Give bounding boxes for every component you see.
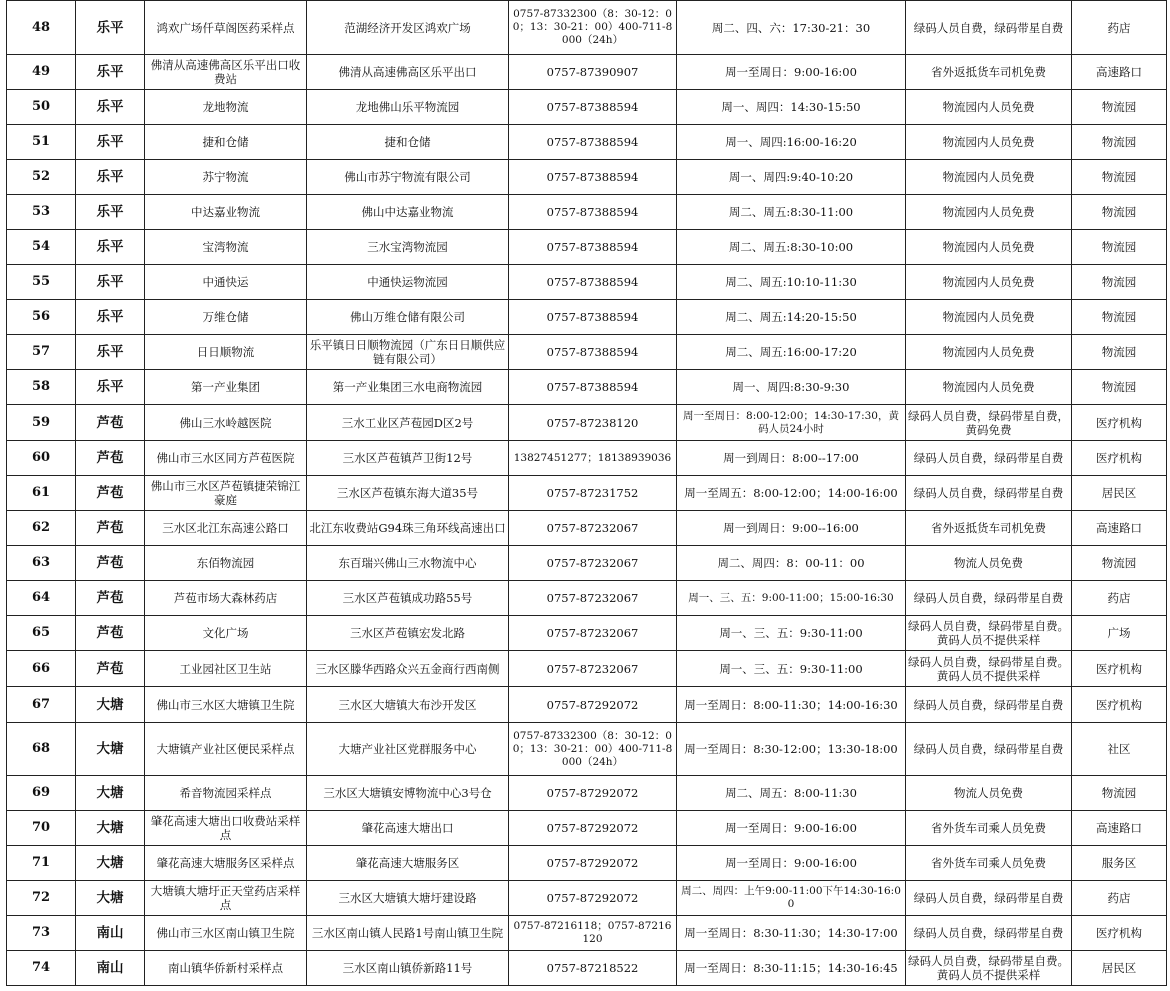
service-hours: 周一、周四:16:00-16:20 <box>677 125 906 160</box>
fee-policy: 绿码人员自费，绿码带星自费 <box>906 916 1072 951</box>
contact-phone: 0757-87232067 <box>509 616 677 651</box>
row-number: 60 <box>7 441 76 476</box>
row-number: 56 <box>7 300 76 335</box>
table-row <box>7 265 1167 300</box>
site-type: 医疗机构 <box>1072 405 1167 441</box>
table-row <box>7 90 1167 125</box>
contact-phone: 0757-87332300（8：30-12：00；13：30-21：00）400-711-8000（24h） <box>509 723 677 776</box>
fee-policy: 绿码人员自费，绿码带星自费 <box>906 476 1072 511</box>
site-address: 范湖经济开发区鸿欢广场 <box>307 1 509 55</box>
row-number: 71 <box>7 846 76 881</box>
row-number: 63 <box>7 546 76 581</box>
town-name: 芦苞 <box>76 441 145 476</box>
row-number: 67 <box>7 687 76 723</box>
fee-policy: 省外货车司乘人员免费 <box>906 811 1072 846</box>
service-hours: 周二、周五:8:30-11:00 <box>677 195 906 230</box>
contact-phone: 0757-87390907 <box>509 55 677 90</box>
testing-sites-table-container <box>6 0 1167 986</box>
town-name: 南山 <box>76 951 145 986</box>
site-type: 物流园 <box>1072 300 1167 335</box>
table-row <box>7 723 1167 776</box>
row-number: 51 <box>7 125 76 160</box>
row-number: 73 <box>7 916 76 951</box>
site-name: 捷和仓储 <box>145 125 307 160</box>
service-hours: 周一、三、五：9:30-11:00 <box>677 616 906 651</box>
row-number: 48 <box>7 1 76 55</box>
table-row <box>7 476 1167 511</box>
fee-policy: 绿码人员自费，绿码带星自费 <box>906 1 1072 55</box>
site-name: 肇花高速大塘出口收费站采样点 <box>145 811 307 846</box>
site-address: 东百瑞兴佛山三水物流中心 <box>307 546 509 581</box>
service-hours: 周二、周五:14:20-15:50 <box>677 300 906 335</box>
contact-phone: 0757-87388594 <box>509 230 677 265</box>
site-name: 芦苞市场大森林药店 <box>145 581 307 616</box>
table-row <box>7 300 1167 335</box>
site-name: 第一产业集团 <box>145 370 307 405</box>
site-type: 物流园 <box>1072 776 1167 811</box>
fee-policy: 物流园内人员免费 <box>906 300 1072 335</box>
row-number: 59 <box>7 405 76 441</box>
service-hours: 周一到周日：8:00--17:00 <box>677 441 906 476</box>
row-number: 64 <box>7 581 76 616</box>
fee-policy: 省外返抵货车司机免费 <box>906 511 1072 546</box>
service-hours: 周一至周日：9:00-16:00 <box>677 55 906 90</box>
town-name: 大塘 <box>76 723 145 776</box>
site-name: 三水区北江东高速公路口 <box>145 511 307 546</box>
table-row <box>7 616 1167 651</box>
contact-phone: 0757-87238120 <box>509 405 677 441</box>
site-name: 南山镇华侨新村采样点 <box>145 951 307 986</box>
fee-policy: 绿码人员自费，绿码带星自费，黄码免费 <box>906 405 1072 441</box>
service-hours: 周二、周五：8:00-11:30 <box>677 776 906 811</box>
table-row <box>7 370 1167 405</box>
site-name: 东佰物流园 <box>145 546 307 581</box>
fee-policy: 物流人员免费 <box>906 546 1072 581</box>
site-address: 三水区大塘镇大塘圩建设路 <box>307 881 509 916</box>
fee-policy: 绿码人员自费，绿码带星自费 <box>906 687 1072 723</box>
testing-sites-table <box>6 0 1167 986</box>
fee-policy: 绿码人员自费，绿码带星自费。黄码人员不提供采样 <box>906 616 1072 651</box>
contact-phone: 0757-87232067 <box>509 651 677 687</box>
site-name: 中达嘉业物流 <box>145 195 307 230</box>
site-name: 中通快运 <box>145 265 307 300</box>
row-number: 55 <box>7 265 76 300</box>
town-name: 乐平 <box>76 370 145 405</box>
site-address: 三水区芦苞镇东海大道35号 <box>307 476 509 511</box>
site-name: 佛山市三水区芦苞镇捷荣锦江豪庭 <box>145 476 307 511</box>
town-name: 乐平 <box>76 230 145 265</box>
row-number: 70 <box>7 811 76 846</box>
town-name: 乐平 <box>76 335 145 370</box>
fee-policy: 物流人员免费 <box>906 776 1072 811</box>
site-type: 物流园 <box>1072 546 1167 581</box>
contact-phone: 13827451277；18138939036 <box>509 441 677 476</box>
town-name: 乐平 <box>76 125 145 160</box>
town-name: 乐平 <box>76 195 145 230</box>
fee-policy: 绿码人员自费，绿码带星自费。黄码人员不提供采样 <box>906 951 1072 986</box>
table-row <box>7 916 1167 951</box>
fee-policy: 物流园内人员免费 <box>906 160 1072 195</box>
row-number: 53 <box>7 195 76 230</box>
town-name: 大塘 <box>76 881 145 916</box>
table-row <box>7 651 1167 687</box>
contact-phone: 0757-87292072 <box>509 846 677 881</box>
town-name: 芦苞 <box>76 476 145 511</box>
service-hours: 周二、四、六：17:30-21：30 <box>677 1 906 55</box>
table-row <box>7 335 1167 370</box>
table-row <box>7 195 1167 230</box>
contact-phone: 0757-87216118；0757-87216120 <box>509 916 677 951</box>
fee-policy: 物流园内人员免费 <box>906 230 1072 265</box>
contact-phone: 0757-87218522 <box>509 951 677 986</box>
fee-policy: 省外返抵货车司机免费 <box>906 55 1072 90</box>
table-row <box>7 881 1167 916</box>
contact-phone: 0757-87388594 <box>509 90 677 125</box>
site-type: 广场 <box>1072 616 1167 651</box>
service-hours: 周一至周日：8:00-11:30；14:00-16:30 <box>677 687 906 723</box>
table-body <box>7 1 1167 986</box>
site-address: 三水工业区芦苞园D区2号 <box>307 405 509 441</box>
contact-phone: 0757-87332300（8：30-12：00；13：30-21：00）400-711-8000（24h） <box>509 1 677 55</box>
town-name: 芦苞 <box>76 581 145 616</box>
contact-phone: 0757-87232067 <box>509 546 677 581</box>
site-type: 药店 <box>1072 581 1167 616</box>
site-type: 高速路口 <box>1072 55 1167 90</box>
row-number: 49 <box>7 55 76 90</box>
fee-policy: 绿码人员自费，绿码带星自费 <box>906 723 1072 776</box>
site-name: 万维仓储 <box>145 300 307 335</box>
table-row <box>7 405 1167 441</box>
contact-phone: 0757-87388594 <box>509 265 677 300</box>
service-hours: 周二、周五:16:00-17:20 <box>677 335 906 370</box>
site-address: 大塘产业社区党群服务中心 <box>307 723 509 776</box>
site-name: 大塘镇产业社区便民采样点 <box>145 723 307 776</box>
site-address: 佛山市苏宁物流有限公司 <box>307 160 509 195</box>
table-row <box>7 160 1167 195</box>
service-hours: 周一至周日：8:30-11:30；14:30-17:00 <box>677 916 906 951</box>
contact-phone: 0757-87292072 <box>509 687 677 723</box>
site-type: 药店 <box>1072 1 1167 55</box>
contact-phone: 0757-87388594 <box>509 370 677 405</box>
site-name: 苏宁物流 <box>145 160 307 195</box>
table-row <box>7 811 1167 846</box>
fee-policy: 绿码人员自费，绿码带星自费 <box>906 441 1072 476</box>
service-hours: 周一、三、五：9:00-11:00；15:00-16:30 <box>677 581 906 616</box>
town-name: 芦苞 <box>76 616 145 651</box>
site-type: 居民区 <box>1072 476 1167 511</box>
site-type: 物流园 <box>1072 230 1167 265</box>
site-type: 医疗机构 <box>1072 651 1167 687</box>
service-hours: 周一、周四：14:30-15:50 <box>677 90 906 125</box>
contact-phone: 0757-87388594 <box>509 160 677 195</box>
table-row <box>7 687 1167 723</box>
contact-phone: 0757-87388594 <box>509 125 677 160</box>
site-address: 三水区大塘镇大布沙开发区 <box>307 687 509 723</box>
town-name: 乐平 <box>76 160 145 195</box>
town-name: 乐平 <box>76 55 145 90</box>
site-address: 中通快运物流园 <box>307 265 509 300</box>
site-type: 社区 <box>1072 723 1167 776</box>
table-row <box>7 846 1167 881</box>
site-address: 三水区芦苞镇成功路55号 <box>307 581 509 616</box>
site-type: 医疗机构 <box>1072 916 1167 951</box>
town-name: 大塘 <box>76 687 145 723</box>
site-type: 物流园 <box>1072 160 1167 195</box>
contact-phone: 0757-87388594 <box>509 195 677 230</box>
service-hours: 周一至周日：9:00-16:00 <box>677 811 906 846</box>
row-number: 72 <box>7 881 76 916</box>
contact-phone: 0757-87292072 <box>509 811 677 846</box>
site-address: 三水区芦苞镇宏发北路 <box>307 616 509 651</box>
fee-policy: 物流园内人员免费 <box>906 370 1072 405</box>
site-address: 佛山中达嘉业物流 <box>307 195 509 230</box>
site-address: 三水区大塘镇安博物流中心3号仓 <box>307 776 509 811</box>
site-name: 佛山市三水区大塘镇卫生院 <box>145 687 307 723</box>
service-hours: 周二、周五:8:30-10:00 <box>677 230 906 265</box>
site-name: 佛山市三水区同方芦苞医院 <box>145 441 307 476</box>
table-row <box>7 441 1167 476</box>
town-name: 大塘 <box>76 776 145 811</box>
row-number: 54 <box>7 230 76 265</box>
service-hours: 周一至周日：8:30-12:00；13:30-18:00 <box>677 723 906 776</box>
site-name: 希音物流园采样点 <box>145 776 307 811</box>
town-name: 乐平 <box>76 90 145 125</box>
row-number: 52 <box>7 160 76 195</box>
fee-policy: 物流园内人员免费 <box>906 90 1072 125</box>
site-type: 物流园 <box>1072 125 1167 160</box>
site-type: 物流园 <box>1072 265 1167 300</box>
row-number: 58 <box>7 370 76 405</box>
site-name: 佛山市三水区南山镇卫生院 <box>145 916 307 951</box>
fee-policy: 绿码人员自费，绿码带星自费 <box>906 881 1072 916</box>
service-hours: 周一至周五：8:00-12:00；14:00-16:00 <box>677 476 906 511</box>
service-hours: 周二、周五:10:10-11:30 <box>677 265 906 300</box>
site-type: 医疗机构 <box>1072 687 1167 723</box>
row-number: 66 <box>7 651 76 687</box>
site-type: 服务区 <box>1072 846 1167 881</box>
site-address: 佛山万维仓储有限公司 <box>307 300 509 335</box>
town-name: 芦苞 <box>76 511 145 546</box>
fee-policy: 物流园内人员免费 <box>906 125 1072 160</box>
town-name: 南山 <box>76 916 145 951</box>
fee-policy: 物流园内人员免费 <box>906 335 1072 370</box>
site-address: 三水区芦苞镇芦卫街12号 <box>307 441 509 476</box>
site-name: 日日顺物流 <box>145 335 307 370</box>
town-name: 乐平 <box>76 300 145 335</box>
contact-phone: 0757-87388594 <box>509 300 677 335</box>
row-number: 62 <box>7 511 76 546</box>
site-address: 第一产业集团三水电商物流园 <box>307 370 509 405</box>
service-hours: 周一、周四:9:40-10:20 <box>677 160 906 195</box>
site-type: 物流园 <box>1072 335 1167 370</box>
site-name: 文化广场 <box>145 616 307 651</box>
site-address: 肇花高速大塘服务区 <box>307 846 509 881</box>
site-address: 龙地佛山乐平物流园 <box>307 90 509 125</box>
contact-phone: 0757-87292072 <box>509 881 677 916</box>
fee-policy: 绿码人员自费，绿码带星自费。黄码人员不提供采样 <box>906 651 1072 687</box>
service-hours: 周一、周四:8:30-9:30 <box>677 370 906 405</box>
fee-policy: 物流园内人员免费 <box>906 265 1072 300</box>
site-type: 物流园 <box>1072 90 1167 125</box>
site-type: 物流园 <box>1072 370 1167 405</box>
service-hours: 周一到周日：9:00--16:00 <box>677 511 906 546</box>
site-name: 大塘镇大塘圩正天堂药店采样点 <box>145 881 307 916</box>
table-row <box>7 546 1167 581</box>
row-number: 74 <box>7 951 76 986</box>
table-row <box>7 776 1167 811</box>
row-number: 65 <box>7 616 76 651</box>
table-row <box>7 1 1167 55</box>
site-address: 捷和仓储 <box>307 125 509 160</box>
table-row <box>7 951 1167 986</box>
contact-phone: 0757-87232067 <box>509 511 677 546</box>
town-name: 大塘 <box>76 846 145 881</box>
site-type: 高速路口 <box>1072 811 1167 846</box>
service-hours: 周一至周日：9:00-16:00 <box>677 846 906 881</box>
site-name: 宝湾物流 <box>145 230 307 265</box>
site-address: 乐平镇日日顺物流园（广东日日顺供应链有限公司） <box>307 335 509 370</box>
site-name: 肇花高速大塘服务区采样点 <box>145 846 307 881</box>
site-name: 龙地物流 <box>145 90 307 125</box>
fee-policy: 绿码人员自费，绿码带星自费 <box>906 581 1072 616</box>
site-address: 佛清从高速佛高区乐平出口 <box>307 55 509 90</box>
site-address: 三水区南山镇侨新路11号 <box>307 951 509 986</box>
town-name: 芦苞 <box>76 546 145 581</box>
site-type: 高速路口 <box>1072 511 1167 546</box>
fee-policy: 省外货车司乘人员免费 <box>906 846 1072 881</box>
site-address: 北江东收费站G94珠三角环线高速出口 <box>307 511 509 546</box>
table-row <box>7 511 1167 546</box>
table-row <box>7 125 1167 160</box>
site-type: 医疗机构 <box>1072 441 1167 476</box>
row-number: 57 <box>7 335 76 370</box>
contact-phone: 0757-87388594 <box>509 335 677 370</box>
site-address: 三水宝湾物流园 <box>307 230 509 265</box>
table-row <box>7 581 1167 616</box>
town-name: 乐平 <box>76 1 145 55</box>
row-number: 68 <box>7 723 76 776</box>
service-hours: 周一至周日：8:00-12:00；14:30-17:30，黄码人员24小时 <box>677 405 906 441</box>
town-name: 乐平 <box>76 265 145 300</box>
site-name: 佛山三水岭越医院 <box>145 405 307 441</box>
site-name: 工业园社区卫生站 <box>145 651 307 687</box>
service-hours: 周一、三、五：9:30-11:00 <box>677 651 906 687</box>
service-hours: 周二、周四：8：00-11：00 <box>677 546 906 581</box>
contact-phone: 0757-87232067 <box>509 581 677 616</box>
town-name: 大塘 <box>76 811 145 846</box>
table-row <box>7 55 1167 90</box>
site-type: 居民区 <box>1072 951 1167 986</box>
row-number: 61 <box>7 476 76 511</box>
service-hours: 周一至周日：8:30-11:15；14:30-16:45 <box>677 951 906 986</box>
contact-phone: 0757-87231752 <box>509 476 677 511</box>
table-row <box>7 230 1167 265</box>
site-name: 鸿欢广场仟草阁医药采样点 <box>145 1 307 55</box>
site-address: 三水区滕华西路众兴五金商行西南侧 <box>307 651 509 687</box>
town-name: 芦苞 <box>76 405 145 441</box>
site-address: 三水区南山镇人民路1号南山镇卫生院 <box>307 916 509 951</box>
contact-phone: 0757-87292072 <box>509 776 677 811</box>
site-address: 肇花高速大塘出口 <box>307 811 509 846</box>
site-name: 佛清从高速佛高区乐平出口收费站 <box>145 55 307 90</box>
fee-policy: 物流园内人员免费 <box>906 195 1072 230</box>
service-hours: 周二、周四：上午9:00-11:00下午14:30-16:00 <box>677 881 906 916</box>
row-number: 69 <box>7 776 76 811</box>
site-type: 药店 <box>1072 881 1167 916</box>
row-number: 50 <box>7 90 76 125</box>
town-name: 芦苞 <box>76 651 145 687</box>
site-type: 物流园 <box>1072 195 1167 230</box>
